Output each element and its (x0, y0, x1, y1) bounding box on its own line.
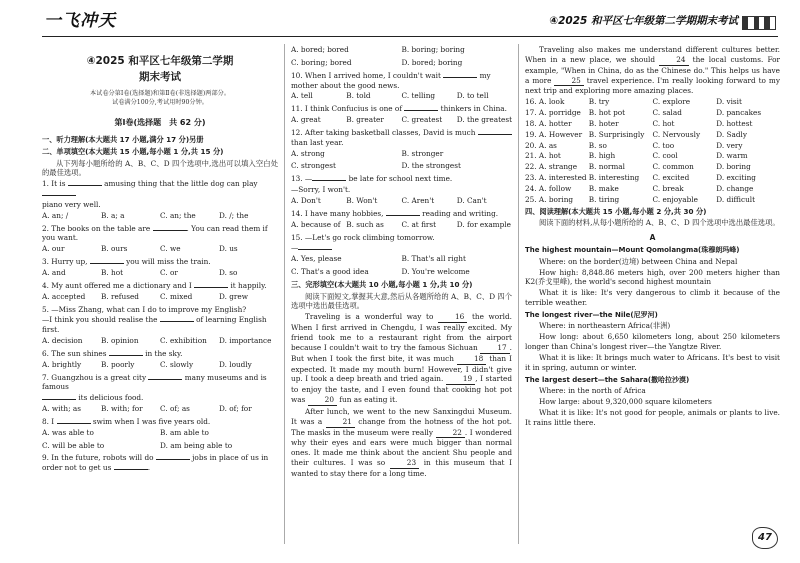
cloze-option-row: 23. A. interested B. interesting C. excited D. exciting (525, 173, 756, 183)
exam-title: ④2025 和平区七年级第二学期 (86, 55, 234, 67)
question-4: 4. My aunt offered me a dictionary and I it happily. A. accepted B. refused C. mixed D. grew (42, 280, 267, 301)
header-exam-title: ④2025 和平区七年级第二学期期末考试 (549, 15, 738, 27)
section-cloze-instructions: 阅读下面短文,掌握其大意,然后从各题所给的 A、B、C、D 四个选项中选出最佳选项。 (291, 291, 512, 311)
question-8: 8. I swim when I was five years old. A. was able to B. am able to C. will be able to D. am being able to (42, 416, 233, 450)
reading-text: What it is like: It's very dangerous to climb it because of the terrible weather. (525, 288, 780, 308)
reading-text: How large: about 9,320,000 square kilometers (539, 396, 712, 406)
question-7: 7. Guangzhou is a great city many museums and is famous its delicious food. A. with; as B. with; for C. of; as D. of; for (42, 372, 267, 414)
question-15: 15. —Let's go rock climbing tomorrow. — A. Yes, please B. That's all right C. That's a good idea D. You're welcome (291, 232, 470, 277)
cloze-options (525, 97, 780, 204)
cloze-option-row: 18. A. hotter B. hoter C. hot D. hottest (525, 118, 753, 128)
exam-subtitle: 期末考试 (139, 71, 181, 84)
question-12: 12. After taking basketball classes, David is much than last year. A. strong B. stronger C. strongest D. the strongest (291, 128, 512, 171)
cloze-option-row: 17. A. porridge B. hot pot C. salad D. pancakes (525, 108, 762, 118)
reading-text: Where: in the north of Africa (539, 386, 646, 396)
question-1: 1. It is amusing thing that the little dog can play piano very well. A. an; / B. a; a C. an; the D. /; the (42, 179, 258, 220)
question-13: 13. — be late for school next time. —Sorry, I won't. A. Don't B. Won't C. Aren't D. Can't (291, 174, 487, 205)
brand-logo: 一飞冲天 (44, 11, 116, 31)
column-middle: A. bored; bored B. boring; boring C. boring; bored D. bored; boring 10. When I arrived home, I couldn't wait my mother about the good news. A. tell B. told C. telling D. to tell 11. I think Confucius is one of thinkers in China. A. great B. greater C. greatest D. the greatest 12. After taking basketball classes, David is much than last year. A. strong B. stronger C. strongest D. the strongest 13. — be late for school next time. —Sorry, I won't. A. Don't B. Won't C. Aren't D. Can't 14. I have many hobbies, reading and writing. A. because of B. such as C. at first D. for example 15. —Let's go rock climbing tomorrow. — A. Yes, please B. That's all right C. That's a good idea D. You're welcome 三、完形填空(本大题共 10 小题,每小题 1 分,共 10 分) 阅读下面短文,掌握其大意,然后从各题所给的 A、B、C、D 四个选项中选出最佳选项。 Traveling is a wonderful way to 16 the world. When I first arrived in Chengdu, I was really excited. My friend took me to a restaurant right from the airport because I couldn't wait to try the famous Sichuan 17 . But when I took the first bite, it was much 18 than I expected. It made my mouth burn! However, I didn't give up. I took a deep breath and tried again. 19 , I started to enjoy the taste, and I even found that cooking hot pot was 20 fun as eating it. After lunch, we went to the new Sanxingdui Museum. It was a 21 change from the hotness of the hot pot. The masks in the museum were really 22 . I wondered why their eyes and ears were much bigger than normal ones. It made me think about the ancient Shu people and their cultures. I was so 23 in this museum that I wanted to stay there for a long time. (284, 44, 512, 544)
reading-heading: The highest mountain—Mount Qomolangma(珠穆朗玛峰) (525, 246, 740, 255)
reading-text: How long: about 6,650 kilometers long, about 250 kilometers longer than China's longest river—the Yangtze River. (525, 332, 780, 352)
reading-text: What it is like: It's not good for people, animals or plants to live. It rains little there. (525, 407, 780, 427)
reading-text: How high: 8,848.86 meters high, over 200 meters higher than K2(乔戈里峰), the world's second highest mountain (525, 267, 780, 287)
reading-label: A (649, 233, 656, 243)
reading-text: What it is like: It brings much water to Africans. It's best to visit it in spring, autumn or winter. (525, 352, 780, 372)
reading-heading: The longest river—the Nile(尼罗河) (525, 311, 658, 319)
section-single-choice: 二、单项填空(本大题共 15 小题,每小题 1 分,共 15 分) (42, 146, 224, 156)
cloze-option-row: 22. A. strange B. normal C. common D. boring (525, 162, 751, 172)
checker-icon (742, 16, 776, 30)
cloze-option-row: 19. A. However B. Surprisingly C. Nervously D. Sadly (525, 129, 747, 139)
cloze-paragraph-1: Traveling is a wonderful way to 16 the world. When I first arrived in Chengdu, I was really excited. My friend took me to a restaurant right from the airport because I couldn't wait to try the famous Sichuan 17 . But when I took the first bite, it was much 18 than I expected. It made my mouth burn! However, I didn't give up. I took a deep breath and tried again. 19 , I started to enjoy the taste, and I even found that cooking hot pot was 20 fun as eating it. (291, 312, 512, 405)
header-rule (42, 36, 778, 37)
question-9-options: A. bored; bored B. boring; boring (291, 45, 465, 54)
exam-note: 本试卷分第Ⅰ卷(选择题)和第Ⅱ卷(非选择题)两部分。 试卷满分100分,考试用时90分钟。 (89, 90, 231, 107)
question-5: 5. —Miss Zhang, what can I do to improve my English? —I think you should realise the of learning English first. A. decision B. opinion C. exhibition D. importance (42, 304, 272, 346)
column-right (518, 44, 780, 544)
cloze-option-row: 24. A. follow B. make C. break D. change (525, 183, 754, 193)
section-reading: 四、阅读理解(本大题共 15 小题,每小题 2 分,共 30 分) (525, 206, 707, 216)
section-instructions: 从下列每小题所给的 A、B、C、D 四个选项中,选出可以填入空白处的最佳选项。 (42, 158, 278, 178)
question-10: 10. When I arrived home, I couldn't wait my mother about the good news. A. tell B. told C. telling D. to tell (291, 70, 491, 101)
cloze-paragraph-3: Traveling also makes me understand different cultures better. When in a new place, we should 24 the local customs. For example, "When in China, do as the Chinese do." This helps us have a more 25 travel experience. I'm really looking forward to my next trip and exploring more amazing places. (525, 45, 780, 96)
page-number: 47 (752, 527, 778, 549)
section-reading-instructions: 阅读下面的材料,从每小题所给的 A、B、C、D 四个选项中选出最佳选项。 (539, 218, 780, 228)
cloze-option-row: 25. A. boring B. tiring C. enjoyable D. difficult (525, 194, 756, 204)
question-3: 3. Hurry up, you will miss the train. A. and B. hot C. or D. so (42, 257, 238, 277)
reading-text: Where: in northeastern Africa(非洲) (539, 321, 671, 331)
question-9: 9. In the future, robots will do jobs in place of us in order not to get us . (42, 453, 269, 473)
section-cloze: 三、完形填空(本大题共 10 小题,每小题 1 分,共 10 分) (291, 279, 473, 289)
question-2: 2. The books on the table are . You can read them if you want. A. our B. ours C. we D. us (42, 223, 268, 254)
reading-text: Where: on the border(边境) between China and Nepal (539, 256, 738, 266)
cloze-option-row: 16. A. look B. try C. explore D. visit (525, 97, 742, 107)
cloze-option-row: 21. A. hot B. high C. cool D. warm (525, 151, 748, 161)
column-left (42, 44, 278, 474)
section-listening: 一、听力理解(本大题共 17 小题,满分 17 分)另册 (42, 135, 204, 145)
cloze-option-row: 20. A. as B. so C. too D. very (525, 140, 743, 150)
cloze-paragraph-2: After lunch, we went to the new Sanxingdui Museum. It was a 21 change from the hotness of the hot pot. The masks in the museum were really 22 . I wondered why their eyes and ears were much bigger than normal ones. It made me think about the ancient Shu people and their cultures. I was so 23 in this museum that I wanted to stay there for a long time. (291, 406, 512, 478)
question-11: 11. I think Confucius is one of thinkers in China. A. great B. greater C. greatest D. the greatest (291, 104, 513, 125)
question-14: 14. I have many hobbies, reading and writing. A. because of B. such as C. at first D. for example (291, 208, 511, 229)
part-one-title: 第Ⅰ卷(选择题 共 62 分) (114, 118, 206, 128)
reading-heading: The largest desert—the Sahara(撒哈拉沙漠) (525, 375, 690, 384)
question-6: 6. The sun shines in the sky. A. brightly B. poorly C. slowly D. loudly (42, 348, 252, 369)
